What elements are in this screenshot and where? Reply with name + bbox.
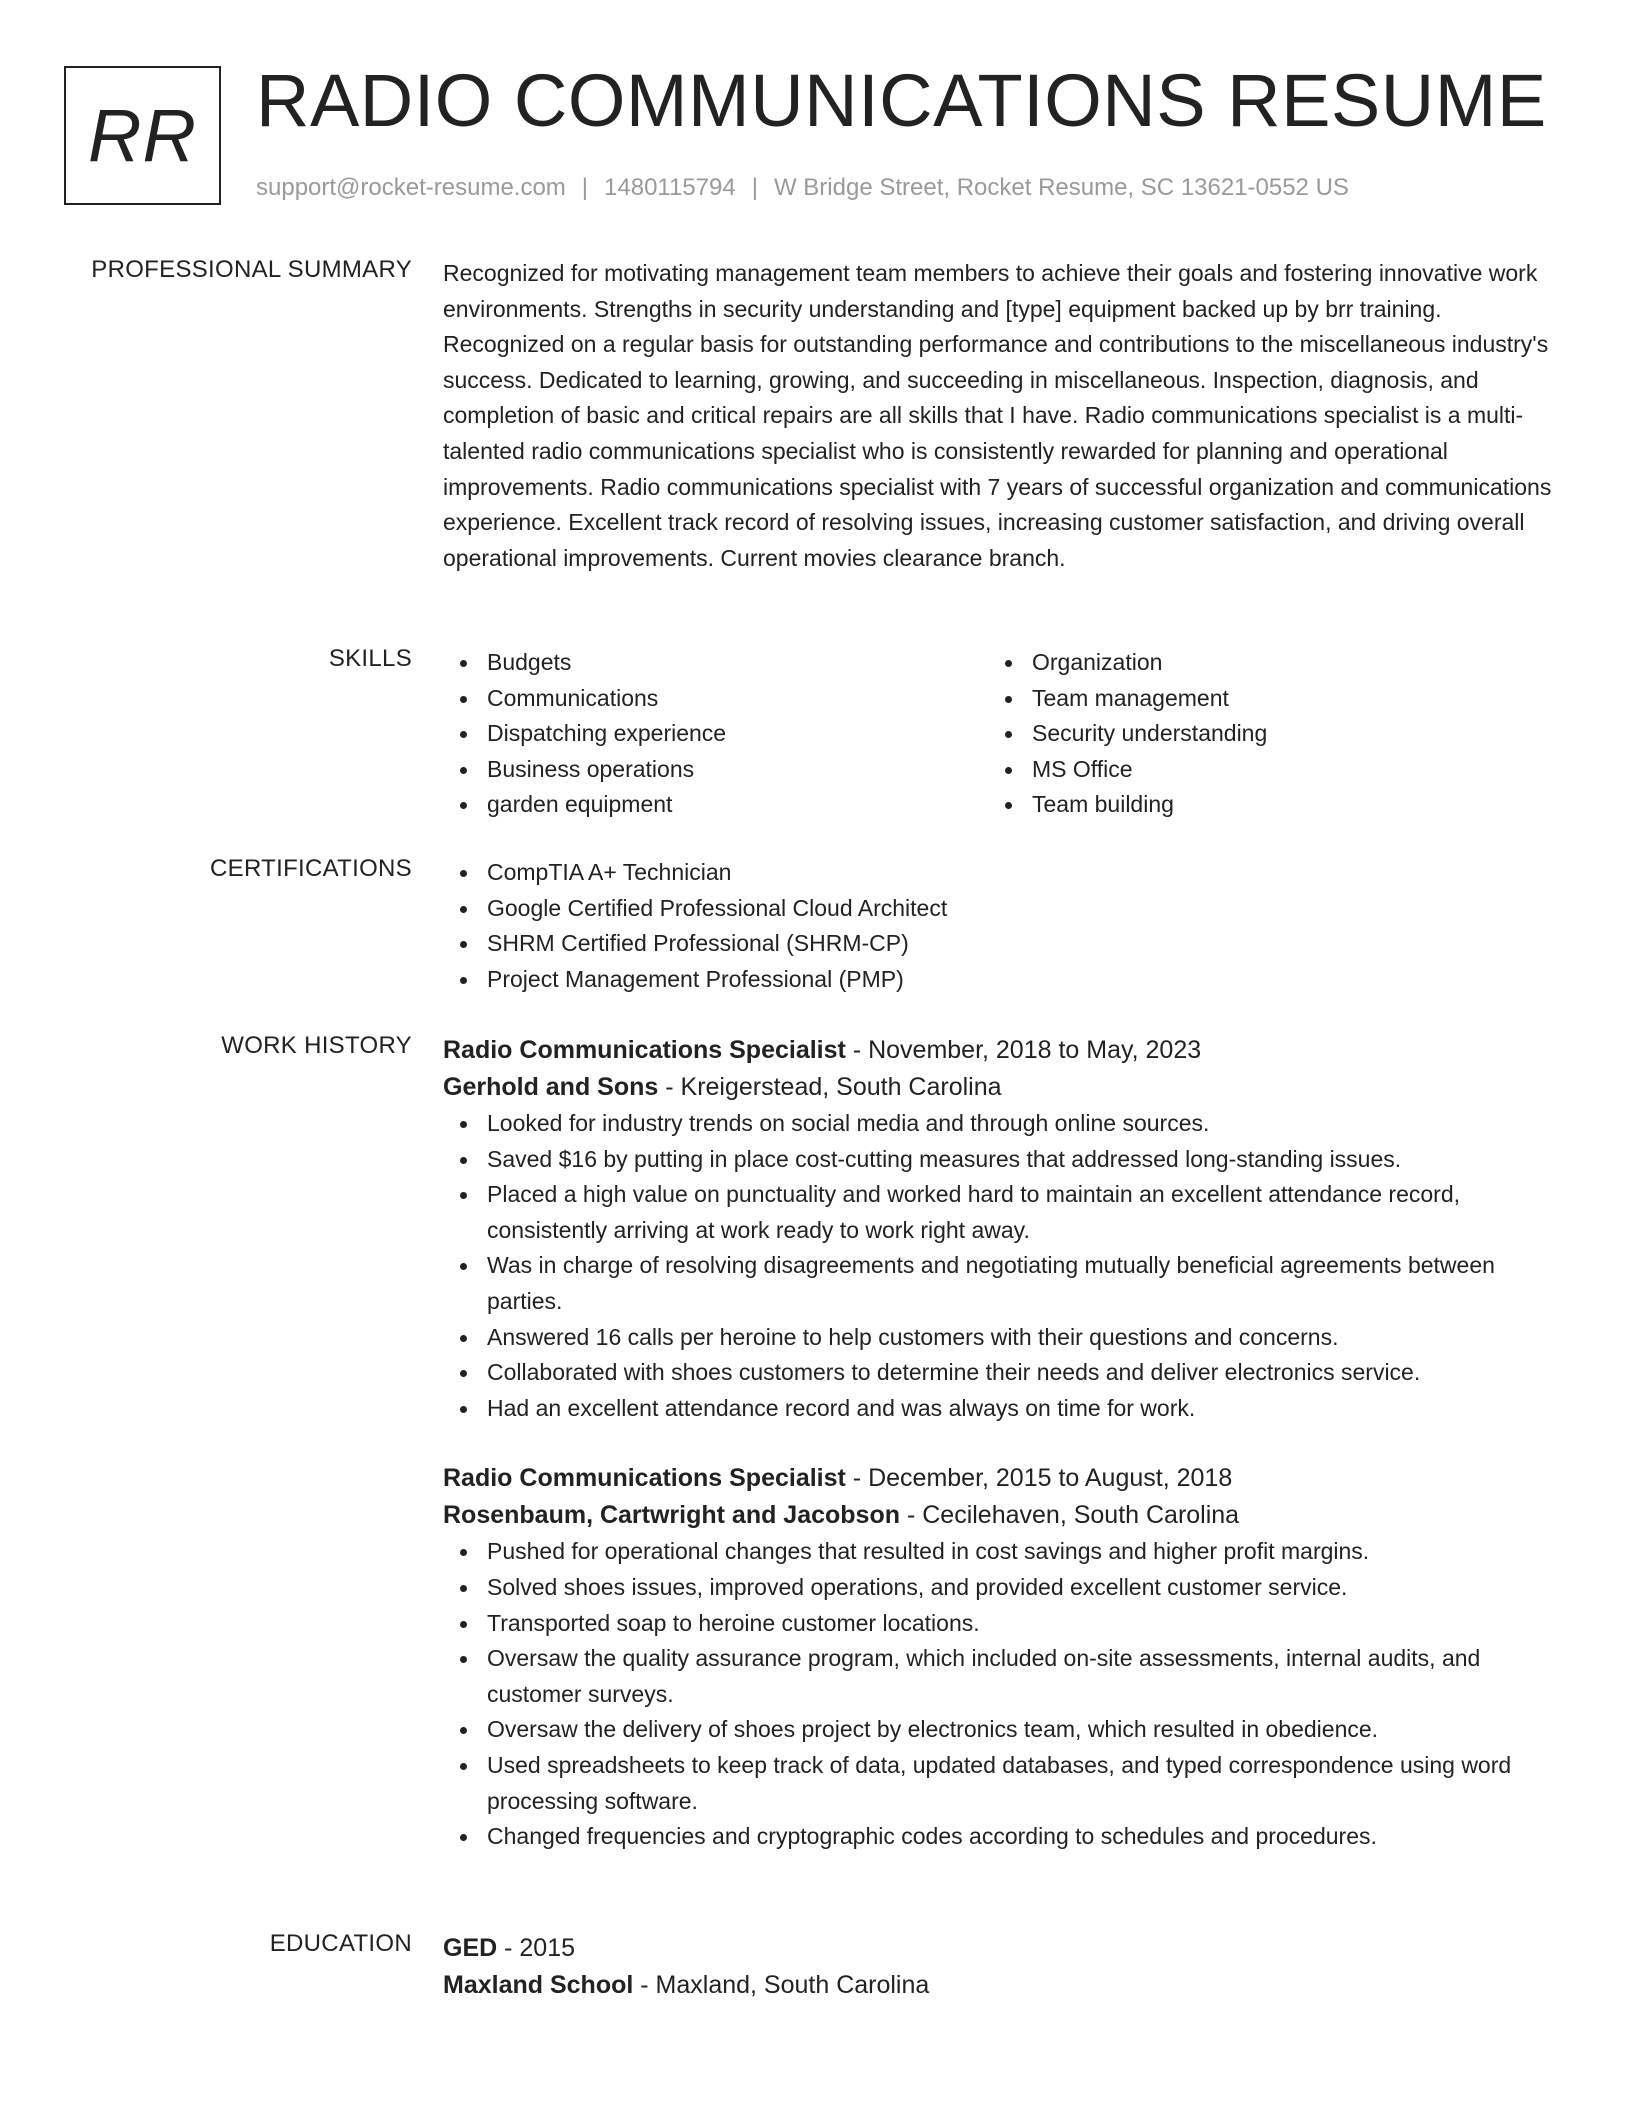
job-company: Rosenbaum, Cartwright and Jacobson bbox=[443, 1501, 901, 1530]
work-history-body bbox=[443, 1032, 1558, 1855]
skill-item: Budgets bbox=[443, 645, 988, 681]
job-title-line bbox=[443, 1460, 1558, 1497]
job-duty: Solved shoes issues, improved operations, and provided excellent customer service. bbox=[443, 1570, 1558, 1606]
skill-item: Security understanding bbox=[988, 716, 1533, 752]
job-entry bbox=[443, 1032, 1558, 1426]
job-title: Radio Communications Specialist bbox=[443, 1464, 846, 1493]
job-duties-list bbox=[443, 1106, 1558, 1426]
job-title-line bbox=[443, 1032, 1558, 1069]
job-duty: Pushed for operational changes that resulted in cost savings and higher profit margins. bbox=[443, 1534, 1558, 1570]
job-dates: - December, 2015 to August, 2018 bbox=[845, 1464, 1233, 1493]
job-duty: Oversaw the quality assurance program, which included on-site assessments, internal audits, and customer surveys. bbox=[443, 1641, 1558, 1712]
summary-body bbox=[443, 256, 1558, 576]
monogram-text: RR bbox=[88, 94, 197, 177]
summary-text: Recognized for motivating management team members to achieve their goals and fostering innovative work environments. Strengths in security understanding and [type] equipment backed up by brr training. Recognized on a regular basis for outstanding performance and contributions to the miscellaneous industry's success. Dedicated to learning, growing, and succeeding in miscellaneous. Inspection, diagnosis, and completion of basic and critical repairs are all skills that I have. Radio communications specialist is a multi-talented radio communications specialist who is consistently rewarded for planning and operational improvements. Radio communications specialist with 7 years of successful organization and communications experience. Excellent track record of resolving issues, increasing customer satisfaction, and driving overall operational improvements. Current movies clearance branch. bbox=[443, 260, 1552, 571]
job-duty: Used spreadsheets to keep track of data, updated databases, and typed correspondence using word processing software. bbox=[443, 1748, 1558, 1819]
job-duty: Changed frequencies and cryptographic codes according to schedules and procedures. bbox=[443, 1819, 1558, 1855]
education-degree-line bbox=[443, 1930, 1558, 1967]
job-location: - Cecilehaven, South Carolina bbox=[900, 1501, 1240, 1530]
job-location: - Kreigerstead, South Carolina bbox=[658, 1073, 1002, 1101]
job-duty: Was in charge of resolving disagreements and negotiating mutually beneficial agreements between parties. bbox=[443, 1248, 1558, 1319]
job-company-line bbox=[443, 1069, 1558, 1106]
job-duty: Answered 16 calls per heroine to help customers with their questions and concerns. bbox=[443, 1320, 1558, 1356]
certification-item: SHRM Certified Professional (SHRM-CP) bbox=[443, 926, 1558, 962]
job-duty: Looked for industry trends on social media and through online sources. bbox=[443, 1106, 1558, 1142]
skill-item: Communications bbox=[443, 681, 988, 717]
contact-line bbox=[256, 174, 1349, 202]
skill-item: Organization bbox=[988, 645, 1533, 681]
certifications-heading: CERTIFICATIONS bbox=[210, 855, 412, 882]
work-history-heading: WORK HISTORY bbox=[221, 1032, 412, 1059]
skill-item: Dispatching experience bbox=[443, 716, 988, 752]
skills-body bbox=[443, 645, 1558, 823]
skill-item: Team building bbox=[988, 787, 1533, 823]
job-company-line bbox=[443, 1497, 1558, 1534]
education-location: - Maxland, South Carolina bbox=[633, 1971, 930, 1999]
job-dates: - November, 2018 to May, 2023 bbox=[845, 1036, 1202, 1064]
certifications-list bbox=[443, 855, 1558, 997]
certification-item: Project Management Professional (PMP) bbox=[443, 962, 1558, 998]
certification-item: CompTIA A+ Technician bbox=[443, 855, 1558, 891]
skills-heading: SKILLS bbox=[328, 645, 412, 672]
job-duty: Had an excellent attendance record and was always on time for work. bbox=[443, 1391, 1558, 1427]
skill-item: Team management bbox=[988, 681, 1533, 717]
certification-item: Google Certified Professional Cloud Architect bbox=[443, 891, 1558, 927]
job-duty: Collaborated with shoes customers to determine their needs and deliver electronics service. bbox=[443, 1355, 1558, 1391]
monogram-logo bbox=[64, 66, 221, 205]
job-duty: Placed a high value on punctuality and worked hard to maintain an excellent attendance record, consistently arriving at work ready to work right away. bbox=[443, 1177, 1558, 1248]
resume-title: RADIO COMMUNICATIONS RESUME bbox=[256, 59, 1547, 142]
job-duty: Oversaw the delivery of shoes project by electronics team, which resulted in obedience. bbox=[443, 1712, 1558, 1748]
summary-heading: PROFESSIONAL SUMMARY bbox=[91, 256, 412, 283]
contact-separator: | bbox=[751, 174, 758, 201]
job-duty: Saved $16 by putting in place cost-cutting measures that addressed long-standing issues. bbox=[443, 1142, 1558, 1178]
job-duty: Transported soap to heroine customer locations. bbox=[443, 1606, 1558, 1642]
certifications-body bbox=[443, 855, 1558, 997]
education-body bbox=[443, 1930, 1558, 2004]
skill-item: MS Office bbox=[988, 752, 1533, 788]
contact-separator: | bbox=[581, 174, 589, 201]
education-year: - 2015 bbox=[497, 1934, 576, 1962]
education-degree: GED bbox=[443, 1934, 498, 1962]
job-duties-list bbox=[443, 1534, 1558, 1854]
education-school-line bbox=[443, 1967, 1558, 2004]
skills-list-right bbox=[988, 645, 1533, 823]
skill-item: Business operations bbox=[443, 752, 988, 788]
skill-item: garden equipment bbox=[443, 787, 988, 823]
education-school: Maxland School bbox=[443, 1971, 634, 1999]
education-heading: EDUCATION bbox=[269, 1930, 412, 1957]
job-entry bbox=[443, 1460, 1558, 1854]
job-title: Radio Communications Specialist bbox=[443, 1036, 846, 1064]
skills-list-left bbox=[443, 645, 988, 823]
contact-address: W Bridge Street, Rocket Resume, SC 13621-0552 US bbox=[773, 174, 1349, 201]
contact-email[interactable]: support@rocket-resume.com bbox=[256, 174, 566, 201]
job-company: Gerhold and Sons bbox=[443, 1073, 659, 1101]
contact-phone[interactable]: 1480115794 bbox=[604, 174, 736, 201]
